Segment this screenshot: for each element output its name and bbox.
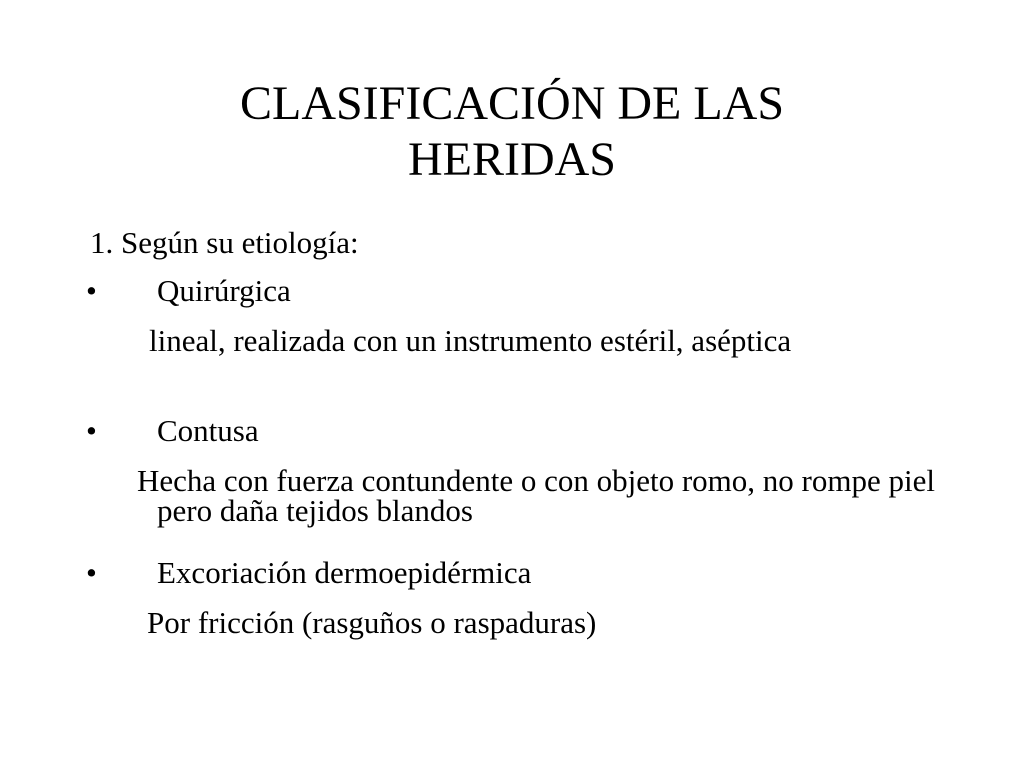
bullet-label: Contusa <box>157 413 259 448</box>
bullet-item-contusa <box>0 413 1024 466</box>
bullet-item-excoriacion <box>0 555 1024 608</box>
slide-title-line-2: HERIDAS <box>407 133 616 186</box>
bullet-label: Quirúrgica <box>157 273 291 308</box>
bullet-icon: • <box>86 413 97 448</box>
bullet-icon: • <box>86 555 97 590</box>
bullet-description: lineal, realizada con un instrumento estéril, aséptica <box>149 323 792 358</box>
slide-title <box>112 76 912 188</box>
slide-body <box>0 225 1024 640</box>
slide-title-line-1: CLASIFICACIÓN DE LAS <box>239 77 785 130</box>
bullet-description: Hecha con fuerza contundente o con objeto romo, no rompe piel pero daña tejidos blandos <box>137 463 935 528</box>
bullet-icon: • <box>86 273 97 308</box>
bullet-item-quirurgica <box>0 273 1024 326</box>
bullet-label: Excoriación dermoepidérmica <box>157 555 532 590</box>
bullet-description: Por fricción (rasguños o raspaduras) <box>147 605 597 640</box>
section-heading: 1. Según su etiología: <box>90 225 359 260</box>
